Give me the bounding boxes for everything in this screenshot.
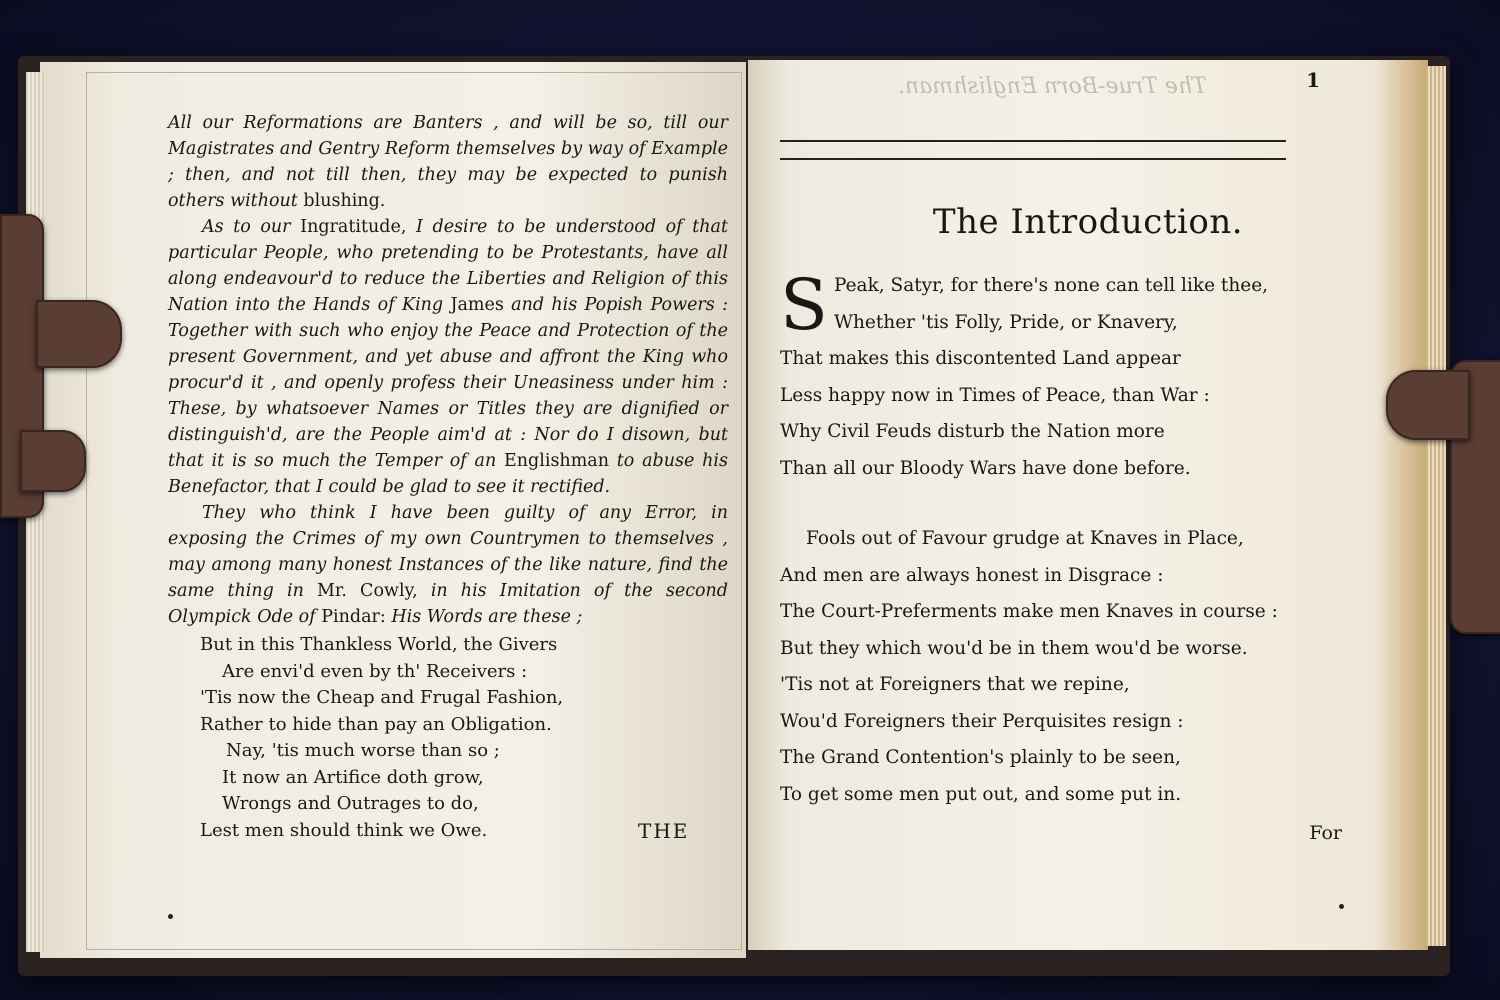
verse-text: Less happy now in Times of Peace, than War : — [780, 384, 1210, 406]
verse-line: It now an Artifice doth grow, — [222, 766, 484, 788]
text-run: Pindar: — [321, 607, 386, 627]
stanza-2 — [780, 521, 1400, 813]
verse-text: 'Tis not at Foreigners that we repine, — [780, 674, 1130, 695]
verse-line — [780, 704, 1400, 741]
verse-text: That makes this discontented Land appear — [780, 348, 1181, 369]
page-holder-left-tab — [36, 300, 122, 368]
cowley-quotation — [200, 632, 740, 844]
right-page — [748, 60, 1428, 950]
verse-text: And men are always honest in Disgrace : — [780, 564, 1164, 586]
text-run: to abuse his Benefactor, that I could be glad to see it rectified. — [168, 451, 728, 497]
drop-cap: S — [780, 264, 828, 346]
page-holder-right-tab — [1386, 370, 1470, 440]
verse-line — [780, 594, 1400, 631]
poem-text — [780, 264, 1400, 813]
verse-line — [780, 378, 1400, 415]
verse-line: Lest men should think we Owe. — [200, 819, 488, 841]
text-run: Ingratitude, — [300, 217, 407, 237]
verse-line — [780, 777, 1400, 814]
preface-paragraph — [168, 500, 728, 630]
pinhole-mark — [1339, 904, 1344, 909]
text-run: I desire to be understood of that particular People, who pretending to be Protestants, have all along endeavour'd to reduce the Liberties and Religion of this Nation into the Hands of King — [168, 217, 728, 315]
text-run: James — [450, 295, 504, 315]
text-run: As to our — [202, 217, 301, 237]
verse-line — [780, 521, 1400, 558]
left-page — [40, 62, 746, 958]
section-title: The Introduction. — [932, 202, 1244, 242]
text-run: Englishman — [504, 451, 609, 471]
preface-text — [168, 110, 728, 630]
text-run: and his Popish Powers : Together with such who enjoy the Peace and Protection of the present Government, and yet abuse and affront the King who procur'd it , and openly profess their Uneasiness under him : These, by whatsoever Names or Titles they are dignified or distinguish'd, are the People aim'd at : Nor do I disown, but that it is so much the Temper of an — [168, 295, 728, 471]
title-rule-top — [780, 140, 1286, 142]
verse-line: Wrongs and Outrages to do, — [222, 793, 479, 814]
show-through-running-head: The True-Born Englishman. — [898, 74, 1207, 99]
catchword: THE — [638, 819, 690, 843]
preface-paragraph — [168, 110, 728, 214]
text-run: All our Reformations are Banters , and will be so, till our Magistrates and Gentry Reform themselves by way of Example ; then, and not till then, they may be expected to punish others without — [168, 113, 728, 211]
text-run: blushing. — [303, 191, 386, 211]
page-edges — [1426, 66, 1446, 946]
verse-line — [780, 558, 1400, 595]
verse-text: Peak, Satyr, for there's none can tell like thee, — [833, 275, 1269, 296]
verse-line: Nay, 'tis much worse than so ; — [226, 740, 500, 761]
verse-line — [780, 740, 1400, 777]
verse-text: The Court-Preferments make men Knaves in course : — [780, 601, 1278, 622]
verse-text: To get some men put out, and some put in. — [780, 783, 1182, 805]
pinhole-mark — [168, 914, 173, 919]
page-number: 1 — [1306, 68, 1320, 92]
verse-text: But they which wou'd be in them wou'd be worse. — [780, 637, 1248, 659]
title-rule-bottom — [780, 158, 1286, 160]
verse-line — [780, 268, 1400, 305]
text-run: in his Imitation of the second Olympick Ode of — [168, 581, 728, 627]
text-run: His Words are these ; — [385, 607, 583, 627]
text-run: Mr. Cowly, — [317, 581, 418, 601]
verse-line: Are envi'd even by th' Receivers : — [222, 660, 528, 682]
verse-line: Rather to hide than pay an Obligation. — [200, 713, 552, 735]
verse-text: The Grand Contention's plainly to be seen, — [780, 747, 1181, 768]
verse-line — [780, 341, 1400, 378]
verse-line: 'Tis now the Cheap and Frugal Fashion, — [200, 687, 564, 708]
text-run: They who think I have been guilty of any Error, in exposing the Crimes of my own Countrymen to themselves , may among many honest Instances of the like nature, find the same thing in — [168, 503, 728, 601]
verse-line — [780, 305, 1400, 342]
verse-line — [780, 414, 1400, 451]
verse-text: Wou'd Foreigners their Perquisites resign : — [780, 710, 1184, 732]
verse-text: Whether 'tis Folly, Pride, or Knavery, — [833, 311, 1178, 333]
verse-line: But in this Thankless World, the Givers — [200, 634, 558, 655]
verse-text: Than all our Bloody Wars have done before. — [780, 457, 1191, 479]
stanza-1 — [780, 264, 1400, 487]
verse-text: Fools out of Favour grudge at Knaves in Place, — [806, 528, 1244, 549]
preface-paragraph — [168, 214, 728, 500]
verse-text: Why Civil Feuds disturb the Nation more — [780, 421, 1165, 442]
verse-line — [780, 631, 1400, 668]
page-holder-left-tab — [20, 430, 86, 492]
catchword: For — [1309, 822, 1342, 844]
verse-line — [780, 667, 1400, 704]
verse-line — [780, 451, 1400, 488]
